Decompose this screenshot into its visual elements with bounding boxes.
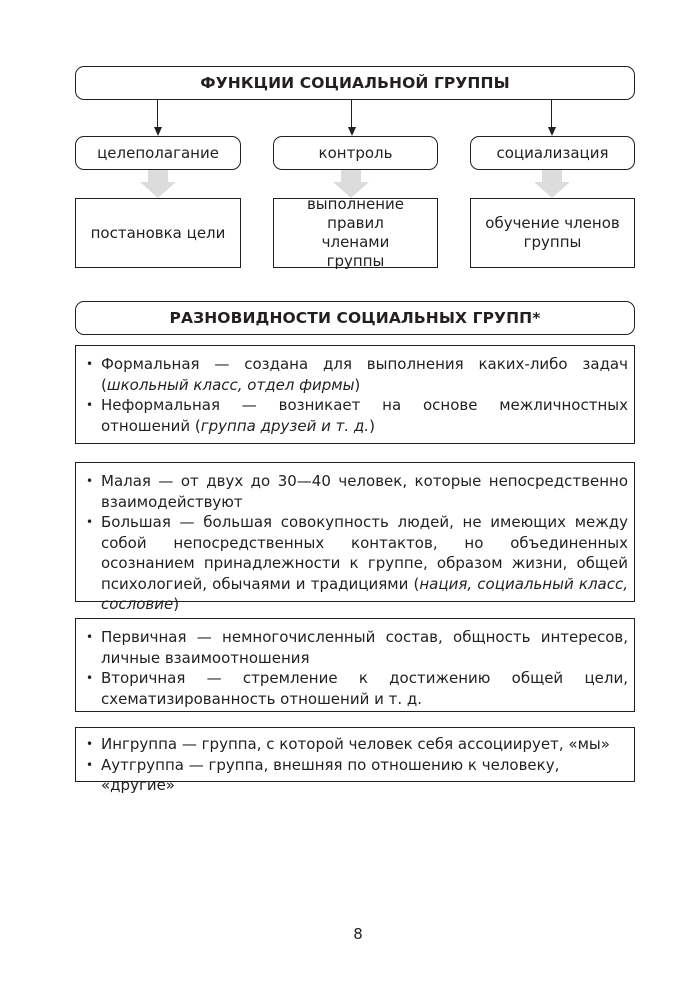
function-label: социализация	[496, 144, 609, 162]
list-item	[85, 627, 628, 668]
types-title-box	[75, 301, 635, 335]
group-type-box-small-large	[75, 462, 635, 613]
block-arrow-down-icon	[534, 170, 570, 198]
group-type-box-ingroup-outgroup	[75, 727, 635, 794]
function-box-control	[273, 136, 438, 170]
definition: — группа, с которой человек себя ассоциирует, «мы»	[177, 735, 610, 753]
closing-paren: )	[369, 416, 375, 435]
arrow-down-icon	[548, 127, 556, 136]
function-label: контроль	[318, 144, 393, 162]
definition: — группа, внешняя по отношению к человеку, «другие»	[101, 755, 560, 794]
function-box-socialization	[470, 136, 635, 170]
list-item	[85, 512, 628, 615]
list-item	[85, 354, 628, 395]
functions-title: ФУНКЦИИ СОЦИАЛЬНОЙ ГРУППЫ	[200, 74, 510, 92]
term: Первичная	[101, 628, 187, 646]
examples: группа друзей и т. д.	[200, 416, 370, 435]
term: Неформальная	[101, 396, 220, 414]
list-item	[85, 734, 628, 755]
result-box-socialization	[470, 198, 635, 268]
list-item	[85, 471, 628, 512]
types-title: РАЗНОВИДНОСТИ СОЦИАЛЬНЫХ ГРУПП*	[169, 309, 541, 327]
term: Малая	[101, 472, 151, 490]
definition: — создана для выполнения каких-либо задач (	[101, 355, 628, 394]
definition: — возникает на основе межличностных отношений (	[101, 396, 628, 435]
result-label: постановка цели	[90, 223, 226, 242]
arrow-down-icon	[154, 127, 162, 136]
list-item	[85, 395, 628, 436]
definition: — от двух до 30—40 человек, которые непосредственно взаимодействуют	[101, 472, 628, 511]
closing-paren: )	[354, 375, 361, 394]
term: Ингруппа	[101, 735, 178, 753]
result-box-goal-setting	[75, 198, 241, 268]
definition: — стремление к достижению общей цели, схематизированность отношений и т. д.	[101, 669, 628, 708]
closing-paren: )	[173, 595, 180, 613]
result-label: обучение членов группы	[485, 214, 620, 251]
function-box-goal-setting	[75, 136, 241, 170]
term: Большая	[101, 513, 171, 531]
connector-line-2	[351, 100, 352, 127]
block-arrow-down-icon	[333, 170, 369, 198]
arrow-down-icon	[348, 127, 356, 136]
list-item	[85, 755, 628, 796]
connector-line-1	[157, 100, 158, 127]
page-number: 8	[353, 925, 363, 943]
definition: — немногочисленный состав, общность интересов, личные взаимоотношения	[101, 628, 628, 667]
term: Формальная	[101, 355, 200, 373]
function-label: целеполагание	[97, 144, 219, 162]
result-label: выполнение правил членами группы	[306, 195, 405, 270]
block-arrow-down-icon	[140, 170, 176, 198]
term: Вторичная	[101, 669, 186, 687]
definition: — большая совокупность людей, не имеющих между собой непосредственных контактов, но объединенных осознанием принадлежности к группе, образом жизни, общей психологией, обычаями и традициями (	[101, 513, 628, 593]
group-type-box-formal-informal	[75, 345, 635, 444]
group-type-box-primary-secondary	[75, 618, 635, 712]
result-box-control	[273, 195, 438, 270]
list-item	[85, 668, 628, 709]
examples: школьный класс, отдел фирмы	[106, 375, 355, 394]
examples: нация, социальный класс, сословие	[101, 574, 628, 613]
term: Аутгруппа	[101, 755, 184, 774]
functions-title-box	[75, 66, 635, 100]
connector-line-3	[551, 100, 552, 127]
